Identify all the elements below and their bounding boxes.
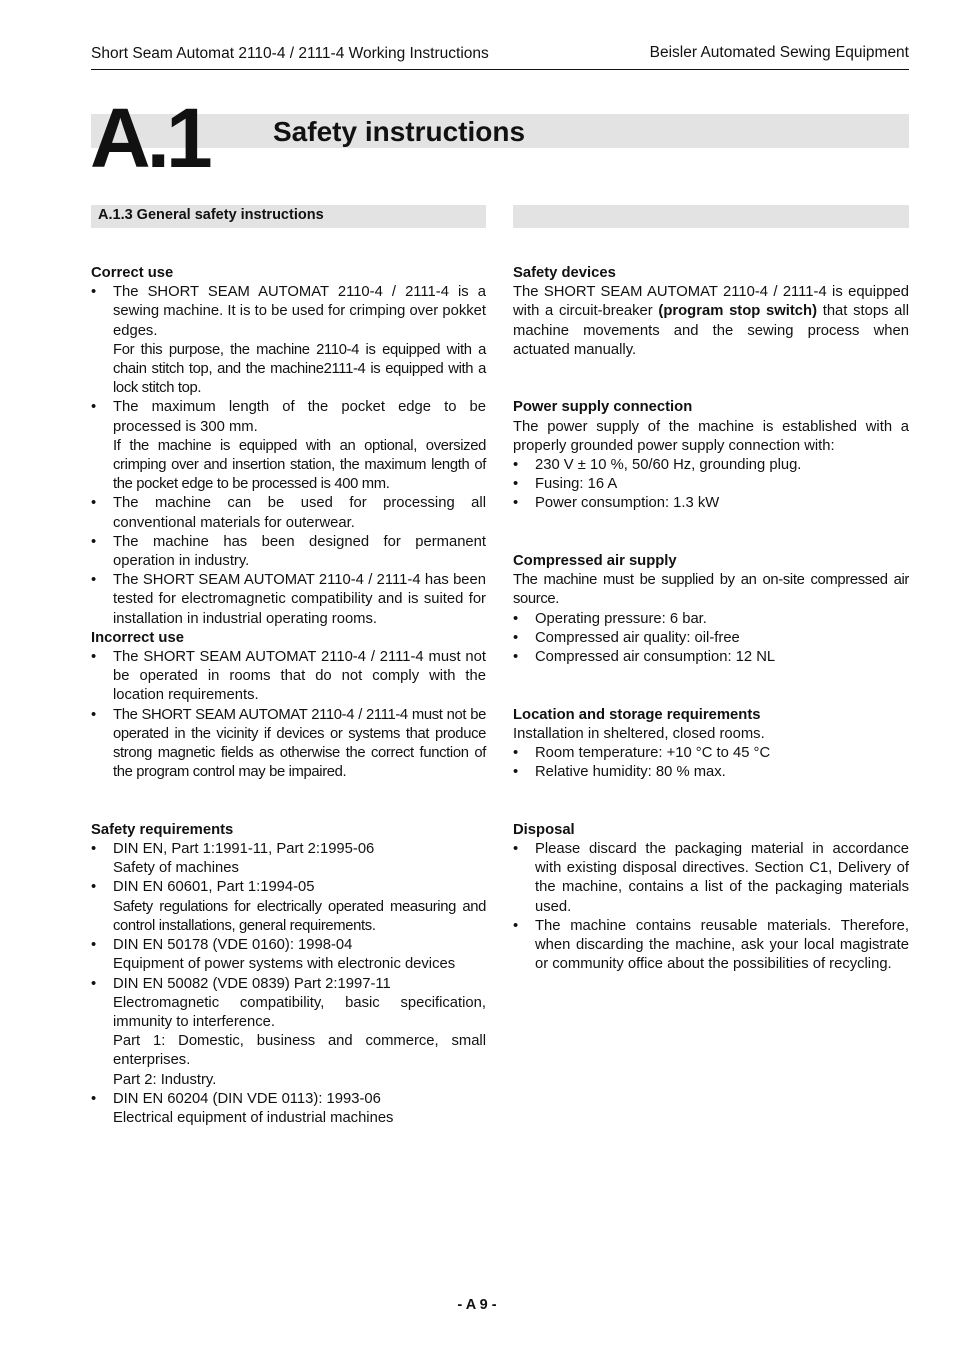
page-number: - A 9 - bbox=[457, 1297, 497, 1313]
safety-devices-heading: Safety devices bbox=[513, 265, 616, 281]
list-item: • DIN EN 60204 (DIN VDE 0113): 1993-06 Electrical equipment of industrial machines bbox=[91, 1090, 486, 1128]
power-supply-section bbox=[513, 398, 909, 513]
location-list bbox=[513, 744, 909, 782]
list-item: • DIN EN, Part 1:1991-11, Part 2:1995-06 Safety of machines bbox=[91, 840, 486, 878]
list-item: • DIN EN 50178 (VDE 0160): 1998-04 Equipment of power systems with electronic devices bbox=[91, 936, 486, 974]
power-supply-list bbox=[513, 456, 909, 514]
list-item: • DIN EN 50082 (VDE 0839) Part 2:1997-11 Electromagnetic compatibility, basic specification, immunity to interference. Part 1: Domestic, business and commerce, small enterprises. Part 2: Industry. bbox=[91, 975, 486, 1090]
compressed-air-text: The machine must be supplied by an on-site compressed air source. bbox=[513, 572, 909, 608]
location-section bbox=[513, 706, 909, 783]
incorrect-use-section bbox=[91, 629, 486, 783]
power-supply-heading: Power supply connection bbox=[513, 399, 693, 416]
disposal-section bbox=[513, 821, 909, 975]
list-item: • 230 V ± 10 %, 50/60 Hz, grounding plug. bbox=[513, 456, 909, 475]
compressed-air-list bbox=[513, 610, 909, 668]
list-item: • Compressed air consumption: 12 NL bbox=[513, 648, 909, 667]
list-item: • The SHORT SEAM AUTOMAT 2110-4 / 2111-4 has been tested for electromagnetic compatibility and is suited for installation in industrial operating rooms. bbox=[91, 571, 486, 629]
location-text: Installation in sheltered, closed rooms. bbox=[513, 725, 765, 742]
header-company-name: Beisler Automated Sewing Equipment bbox=[649, 44, 909, 61]
safety-devices-text: The SHORT SEAM AUTOMAT 2110-4 / 2111-4 is equipped with a circuit-breaker (program stop switch) that stops all machine movements and the sewing process when actuated manually. bbox=[513, 284, 909, 358]
correct-use-heading: Correct use bbox=[91, 265, 174, 281]
list-item: • The machine contains reusable materials. Therefore, when discarding the machine, ask your local magistrate or community office about the possibilities of recycling. bbox=[513, 917, 909, 975]
location-heading: Location and storage requirements bbox=[513, 706, 761, 723]
section-title: A.1.3 General safety instructions bbox=[98, 207, 324, 223]
list-item: • DIN EN 60601, Part 1:1994-05 Safety regulations for electrically operated measuring and control installations, general requirements. bbox=[91, 878, 486, 936]
list-item: • Please discard the packaging material in accordance with existing disposal directives. Section C1, Delivery of the machine, contains a list of the packaging materials used. bbox=[513, 840, 909, 917]
safety-requirements-heading: Safety requirements bbox=[91, 821, 234, 838]
list-item: • Power consumption: 1.3 kW bbox=[513, 494, 909, 513]
list-item: • The SHORT SEAM AUTOMAT 2110-4 / 2111-4 is a sewing machine. It is to be used for crimping over pokket edges. For this purpose, the machine 2110-4 is equipped with a chain stitch top, and the machine2111-4 is equipped with a lock stitch top. bbox=[91, 283, 486, 398]
header-document-title: Short Seam Automat 2110-4 / 2111-4 Working Instructions bbox=[91, 45, 489, 62]
compressed-air-section bbox=[513, 552, 909, 667]
left-column bbox=[91, 264, 486, 1128]
list-item: • Room temperature: +10 °C to 45 °C bbox=[513, 744, 909, 763]
power-supply-text: The power supply of the machine is established with a properly grounded power supply connection with: bbox=[513, 418, 909, 454]
list-item: • The machine has been designed for permanent operation in industry. bbox=[91, 533, 486, 571]
disposal-list bbox=[513, 840, 909, 974]
right-column bbox=[513, 264, 909, 974]
safety-devices-section bbox=[513, 264, 909, 360]
list-item: • The SHORT SEAM AUTOMAT 2110-4 / 2111-4 must not be operated in the vicinity if devices or systems that produce strong magnetic fields as otherwise the correct function of the program control may be impaired. bbox=[91, 706, 486, 783]
page-header bbox=[91, 43, 909, 70]
list-item: • The SHORT SEAM AUTOMAT 2110-4 / 2111-4 must not be operated in rooms that do not comply with the location requirements. bbox=[91, 648, 486, 706]
compressed-air-heading: Compressed air supply bbox=[513, 553, 677, 570]
section-title-bar-right bbox=[513, 205, 909, 228]
list-item: • Operating pressure: 6 bar. bbox=[513, 610, 909, 629]
incorrect-use-heading: Incorrect use bbox=[91, 629, 184, 646]
incorrect-use-list bbox=[91, 648, 486, 782]
list-item: • Relative humidity: 80 % max. bbox=[513, 763, 909, 782]
list-item: • Fusing: 16 A bbox=[513, 475, 909, 494]
program-stop-switch-term: (program stop switch) bbox=[658, 303, 817, 320]
chapter-number: A.1 bbox=[90, 91, 209, 185]
correct-use-list bbox=[91, 283, 486, 629]
chapter-title: Safety instructions bbox=[273, 116, 526, 147]
section-title-bar bbox=[91, 205, 486, 228]
list-item: • Compressed air quality: oil-free bbox=[513, 629, 909, 648]
safety-requirements-section bbox=[91, 821, 486, 1128]
safety-requirements-list bbox=[91, 840, 486, 1128]
list-item: • The maximum length of the pocket edge to be processed is 300 mm. If the machine is equipped with an optional, oversized crimping over and insertion station, the maximum length of the pocket edge to be processed is 400 mm. bbox=[91, 398, 486, 494]
list-item: • The machine can be used for processing all conventional materials for outerwear. bbox=[91, 494, 486, 532]
correct-use-section bbox=[91, 264, 486, 629]
disposal-heading: Disposal bbox=[513, 821, 575, 838]
